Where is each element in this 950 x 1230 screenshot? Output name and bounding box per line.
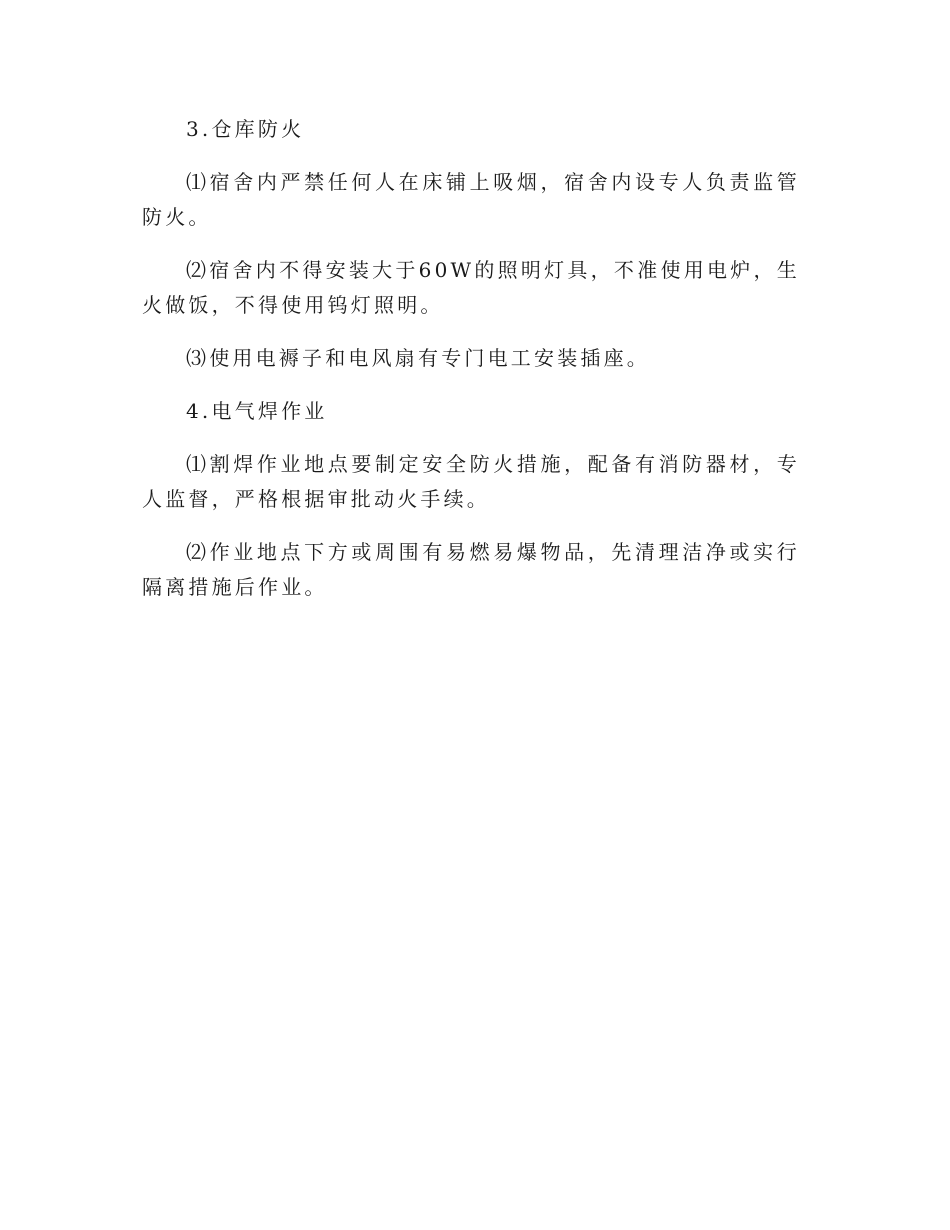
paragraph-dormitory-lighting: ⑵宿舍内不得安装大于60W的照明灯具，不准使用电炉，生火做饭，不得使用钨灯照明。	[142, 258, 800, 317]
paragraph-welding-site-measures: ⑴割焊作业地点要制定安全防火措施，配备有消防器材，专人监督，严格根据审批动火手续。	[142, 452, 800, 511]
paragraph-dormitory-smoking: ⑴宿舍内严禁任何人在床铺上吸烟，宿舍内设专人负责监管防火。	[142, 170, 800, 229]
paragraph-welding-flammables: ⑵作业地点下方或周围有易燃易爆物品，先清理洁净或实行隔离措施后作业。	[142, 540, 800, 599]
paragraph-electric-blanket: ⑶使用电褥子和电风扇有专门电工安装插座。	[186, 346, 650, 370]
section-heading-warehouse-fire: 3.仓库防火	[186, 117, 305, 141]
section-heading-welding: 4.电气焊作业	[186, 399, 328, 423]
document-body	[142, 112, 800, 623]
